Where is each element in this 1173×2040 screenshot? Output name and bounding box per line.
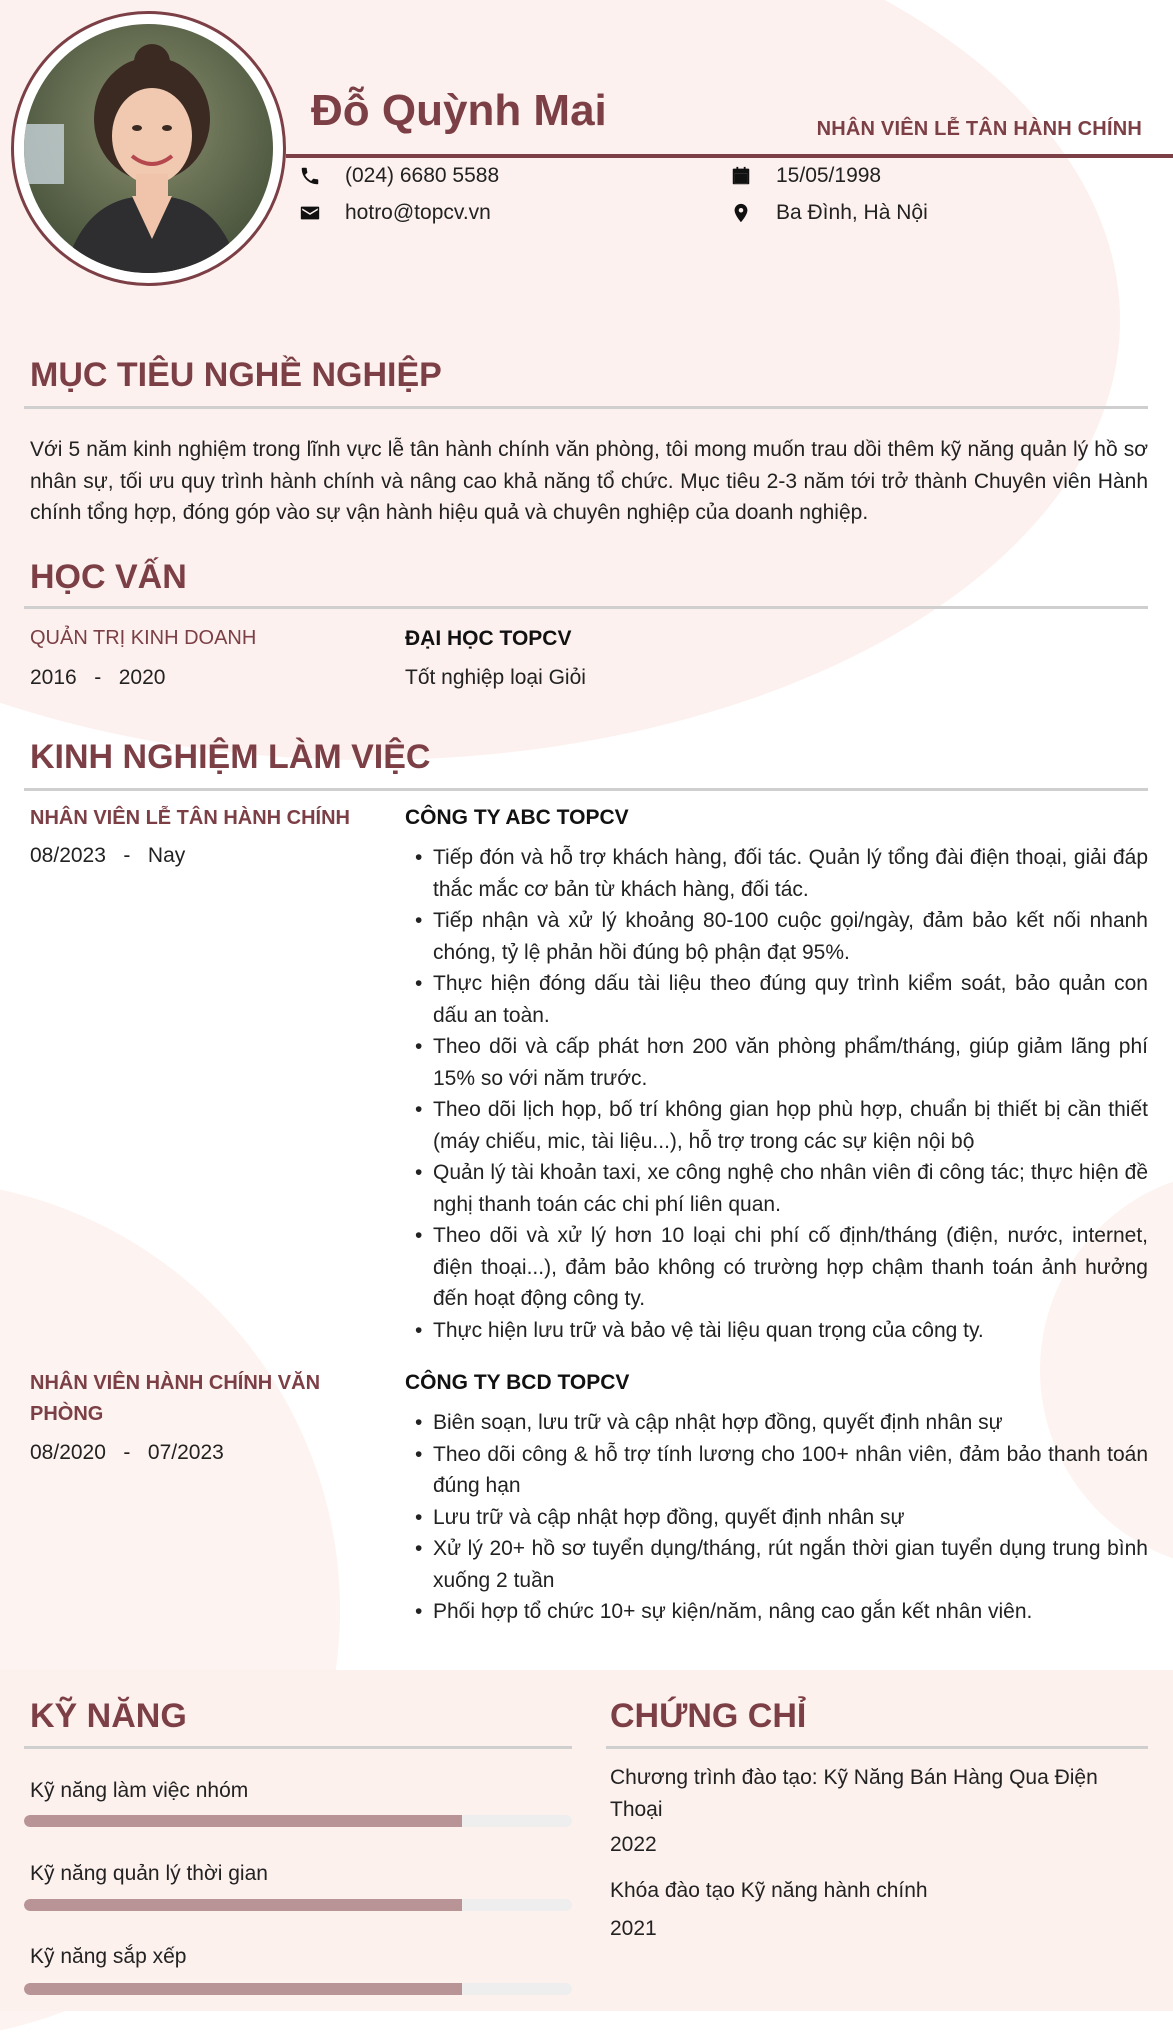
education-title: HỌC VẤN — [30, 558, 187, 596]
birthday-contact — [730, 164, 881, 188]
address-value: Ba Đình, Hà Nội — [776, 201, 928, 224]
list-item: • Theo dõi và xử lý hơn 10 loại chi phí cố định/tháng (điện, nước, internet, điện thoại...), đảm bảo không có trường hợp chậm thanh toán ảnh hưởng đến hoạt động công ty. — [405, 1220, 1148, 1315]
list-item: • Lưu trữ và cập nhật hợp đồng, quyết định nhân sự — [405, 1502, 1148, 1534]
job-bullets — [405, 842, 1148, 1346]
birthday-value: 15/05/1998 — [776, 164, 882, 187]
job-company: CÔNG TY BCD TOPCV — [405, 1371, 630, 1394]
skill-bar — [24, 1815, 572, 1827]
job-company: CÔNG TY ABC TOPCV — [405, 806, 629, 829]
job-dates: 08/2023 - Nay — [30, 844, 186, 867]
list-item: • Quản lý tài khoản taxi, xe công nghệ cho nhân viên đi công tác; thực hiện đề nghị thanh toán các chi phí liên quan. — [405, 1157, 1148, 1220]
certificate-year: 2021 — [610, 1917, 657, 1940]
avatar — [11, 11, 286, 286]
list-item: • Theo dõi và cấp phát hơn 200 văn phòng phẩm/tháng, giúp giảm lãng phí 15% so với năm trước. — [405, 1031, 1148, 1094]
calendar-icon — [730, 165, 752, 187]
job-position: NHÂN VIÊN LỄ TÂN HÀNH CHÍNH — [30, 807, 350, 829]
skill-bar — [24, 1983, 572, 1995]
email-icon — [299, 202, 321, 224]
experience-title: KINH NGHIỆM LÀM VIỆC — [30, 738, 431, 776]
objective-text: Với 5 năm kinh nghiệm trong lĩnh vực lễ tân hành chính văn phòng, tôi mong muốn trau dồi thêm kỹ năng quản lý hồ sơ nhân sự, tối ưu quy trình hành chính và nâng cao khả năng tổ chức. Mục tiêu 2-3 năm tới trở thành Chuyên viên Hành chính tổng hợp, đóng góp vào sự vận hành hiệu quả và chuyên nghiệp của doanh nghiệp. — [30, 438, 1148, 524]
list-item: • Theo dõi công & hỗ trợ tính lương cho 100+ nhân viên, đảm bảo thanh toán đúng hạn — [405, 1439, 1148, 1502]
section-divider — [24, 606, 1148, 609]
list-item: • Theo dõi lịch họp, bố trí không gian họp phù hợp, chuẩn bị thiết bị cần thiết (máy chiếu, mic, tài liệu...), hỗ trợ trong các sự kiện nội bộ — [405, 1094, 1148, 1157]
location-icon — [730, 202, 752, 224]
list-item: • Thực hiện đóng dấu tài liệu theo đúng quy trình kiểm soát, bảo quản con dấu an toàn. — [405, 968, 1148, 1031]
skills-title: KỸ NĂNG — [30, 1697, 187, 1735]
profile-photo — [24, 24, 273, 273]
education-note: Tốt nghiệp loại Giỏi — [405, 666, 586, 689]
section-divider — [606, 1746, 1148, 1749]
job-dates: 08/2020 - 07/2023 — [30, 1441, 224, 1464]
job-bullets — [405, 1407, 1148, 1628]
job-position: NHÂN VIÊN HÀNH CHÍNH VĂN PHÒNG — [30, 1372, 321, 1425]
section-divider — [24, 406, 1148, 409]
list-item: • Tiếp nhận và xử lý khoảng 80-100 cuộc gọi/ngày, đảm bảo kết nối nhanh chóng, tỷ lệ phản hồi đúng bộ phận đạt 95%. — [405, 905, 1148, 968]
certificates-title: CHỨNG CHỈ — [610, 1697, 807, 1735]
address-contact — [730, 201, 928, 225]
education-school: ĐẠI HỌC TOPCV — [405, 627, 572, 650]
certificate-name: Khóa đào tạo Kỹ năng hành chính — [610, 1879, 928, 1902]
section-divider — [24, 1746, 572, 1749]
list-item: • Phối hợp tổ chức 10+ sự kiện/năm, nâng cao gắn kết nhân viên. — [405, 1596, 1148, 1628]
education-major: QUẢN TRỊ KINH DOANH — [30, 627, 257, 649]
job-title: NHÂN VIÊN LỄ TÂN HÀNH CHÍNH — [816, 118, 1142, 140]
education-dates: 2016 - 2020 — [30, 666, 166, 689]
certificate-year: 2022 — [610, 1833, 657, 1856]
certificate-name: Chương trình đào tạo: Kỹ Năng Bán Hàng Qua Điện Thoại — [610, 1766, 1098, 1821]
phone-value[interactable]: (024) 6680 5588 — [345, 164, 500, 187]
phone-icon — [299, 165, 321, 187]
skill-label: Kỹ năng làm việc nhóm — [30, 1779, 249, 1802]
list-item: • Biên soạn, lưu trữ và cập nhật hợp đồng, quyết định nhân sự — [405, 1407, 1148, 1439]
list-item: • Xử lý 20+ hồ sơ tuyển dụng/tháng, rút ngắn thời gian tuyển dụng trung bình xuống 2 tuần — [405, 1533, 1148, 1596]
skill-bar-fill — [24, 1983, 462, 1995]
list-item: • Thực hiện lưu trữ và bảo vệ tài liệu quan trọng của công ty. — [405, 1315, 1148, 1347]
email-contact — [299, 201, 491, 225]
phone-contact — [299, 164, 499, 188]
skill-label: Kỹ năng sắp xếp — [30, 1945, 187, 1968]
email-value[interactable]: hotro@topcv.vn — [345, 201, 491, 224]
objective-title: MỤC TIÊU NGHỀ NGHIỆP — [30, 356, 442, 394]
section-divider — [24, 788, 1148, 791]
candidate-name: Đỗ Quỳnh Mai — [311, 86, 607, 135]
skill-label: Kỹ năng quản lý thời gian — [30, 1862, 268, 1885]
skill-bar — [24, 1899, 572, 1911]
skill-bar-fill — [24, 1899, 462, 1911]
list-item: • Tiếp đón và hỗ trợ khách hàng, đối tác. Quản lý tổng đài điện thoại, giải đáp thắc mắc cơ bản từ khách hàng, đối tác. — [405, 842, 1148, 905]
skill-bar-fill — [24, 1815, 462, 1827]
header-divider — [286, 154, 1173, 158]
